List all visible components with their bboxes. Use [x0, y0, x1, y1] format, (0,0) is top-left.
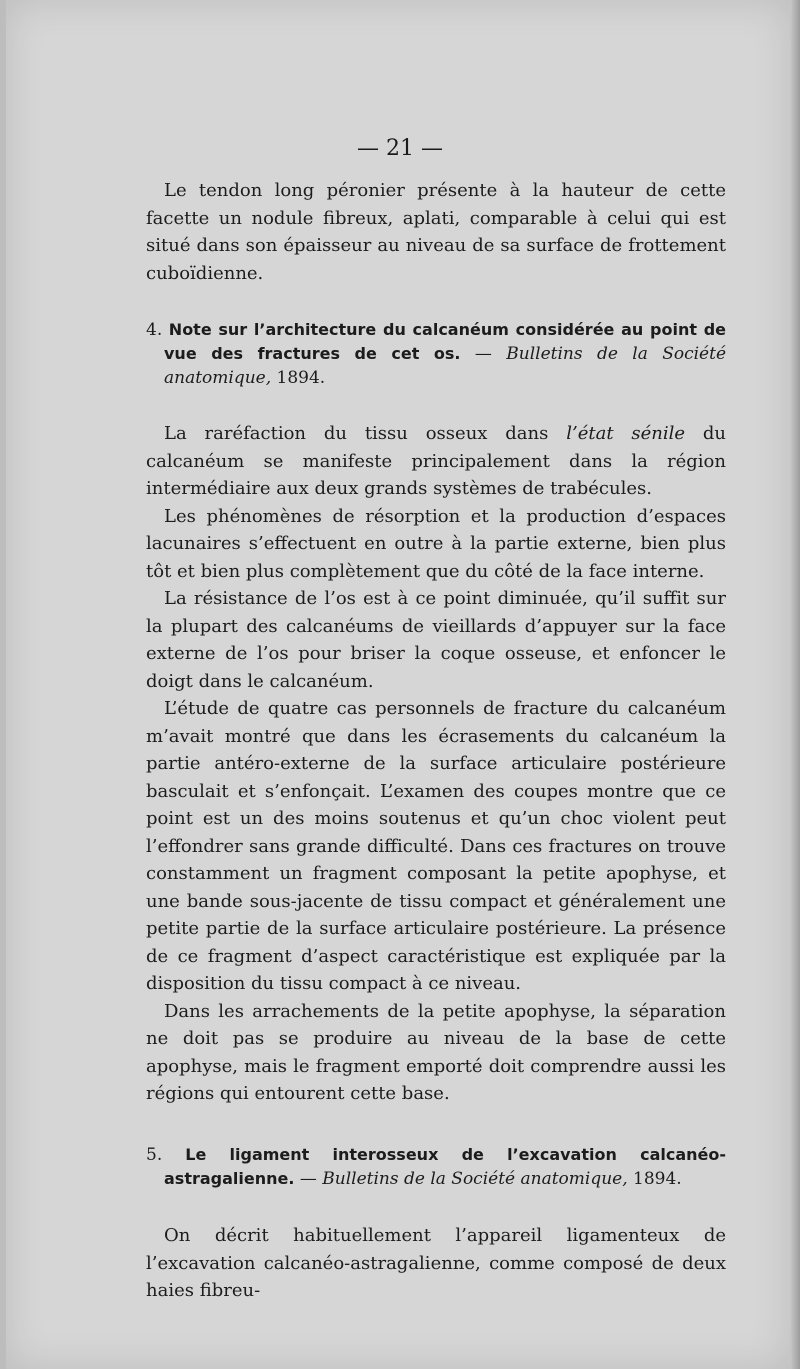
- paragraph-5: Dans les arrachements de la petite apophyse, la séparation ne doit pas se produire au niveau de la base de cette apophyse, mais le fragment emporté doit comprendre aussi les régions qui entourent cette base.: [146, 1000, 726, 1104]
- entry-4-source: Bulletins de la Société anatomique,: [164, 344, 727, 388]
- entry-5-number: 5.: [146, 1145, 163, 1165]
- entry-4-heading: [146, 318, 726, 390]
- paragraph-4: L’étude de quatre cas personnels de fracture du calcanéum m’avait montré que dans les écrasements du calcanéum la partie antéro-externe de la surface articulaire postérieure basculait et s’enfonçait. L’examen des coupes montre que ce point est un des moins soutenus et qu’un choc violent peut l’effondrer sans grande difficulté. Dans ces fractures on trouve constamment un fragment composant la petite apophyse, et une bande sous-jacente de tissu compact et généralement une petite partie de la surface articulaire postérieure. La présence de ce fragment d’aspect caractéristique est expliquée par la disposition du tissu compact à ce niveau.: [146, 698, 726, 994]
- entry-5-source: Bulletins de la Société anatomique,: [322, 1169, 628, 1189]
- entry-5-dash: —: [294, 1169, 323, 1189]
- paragraph-2: Les phénomènes de résorption et la production d’espaces lacunaires s’effectuent en outre à la partie externe, bien plus tôt et bien plus complètement que du côté de la face interne.: [146, 505, 726, 582]
- para1-text-a: La raréfaction du tissu osseux dans: [164, 423, 567, 444]
- paragraph-1: [146, 420, 726, 503]
- entry-5-year: 1894.: [627, 1169, 682, 1189]
- page-edge: [790, 0, 800, 1369]
- entry-5-title: Le ligament interosseux de l’excavation calcanéo-astragalienne.: [164, 1145, 727, 1188]
- entry-4-dash: —: [460, 344, 507, 364]
- intro-paragraph: Le tendon long péronier présente à la hauteur de cette facette un nodule fibreux, aplati, comparable à celui qui est situé dans son épaisseur au niveau de sa surface de frottement cuboïdienne.: [146, 180, 726, 284]
- paragraph-6: On décrit habituellement l’appareil ligamenteux de l’excavation calcanéo-astragalienne, comme composé de deux haies fibreu-: [146, 1225, 726, 1301]
- entry-4-body: [146, 420, 726, 1108]
- entry-5: [146, 1143, 726, 1191]
- entry-5-body: [146, 1222, 726, 1305]
- para1-text-b: du calcanéum se manifeste principalement dans la région intermédiaire aux deux grands systèmes de trabécules.: [146, 423, 727, 499]
- paragraph-3: La résistance de l’os est à ce point diminuée, qu’il suffit sur la plupart des calcanéums de vieillards d’appuyer sur la face externe de l’os pour briser la coque osseuse, et enfoncer le doigt dans le calcanéum.: [146, 588, 726, 692]
- entry-4: [146, 318, 726, 390]
- entry-4-title: Note sur l’architecture du calcanéum considérée au point de vue des fractures de cet os.: [164, 320, 727, 363]
- entry-4-year: 1894.: [271, 368, 326, 388]
- page-number: — 21 —: [357, 136, 443, 161]
- para1-italic: l’état sénile: [566, 423, 686, 444]
- entry-5-heading: [146, 1143, 726, 1191]
- intro-block: [146, 177, 726, 287]
- entry-4-number: 4.: [146, 320, 163, 340]
